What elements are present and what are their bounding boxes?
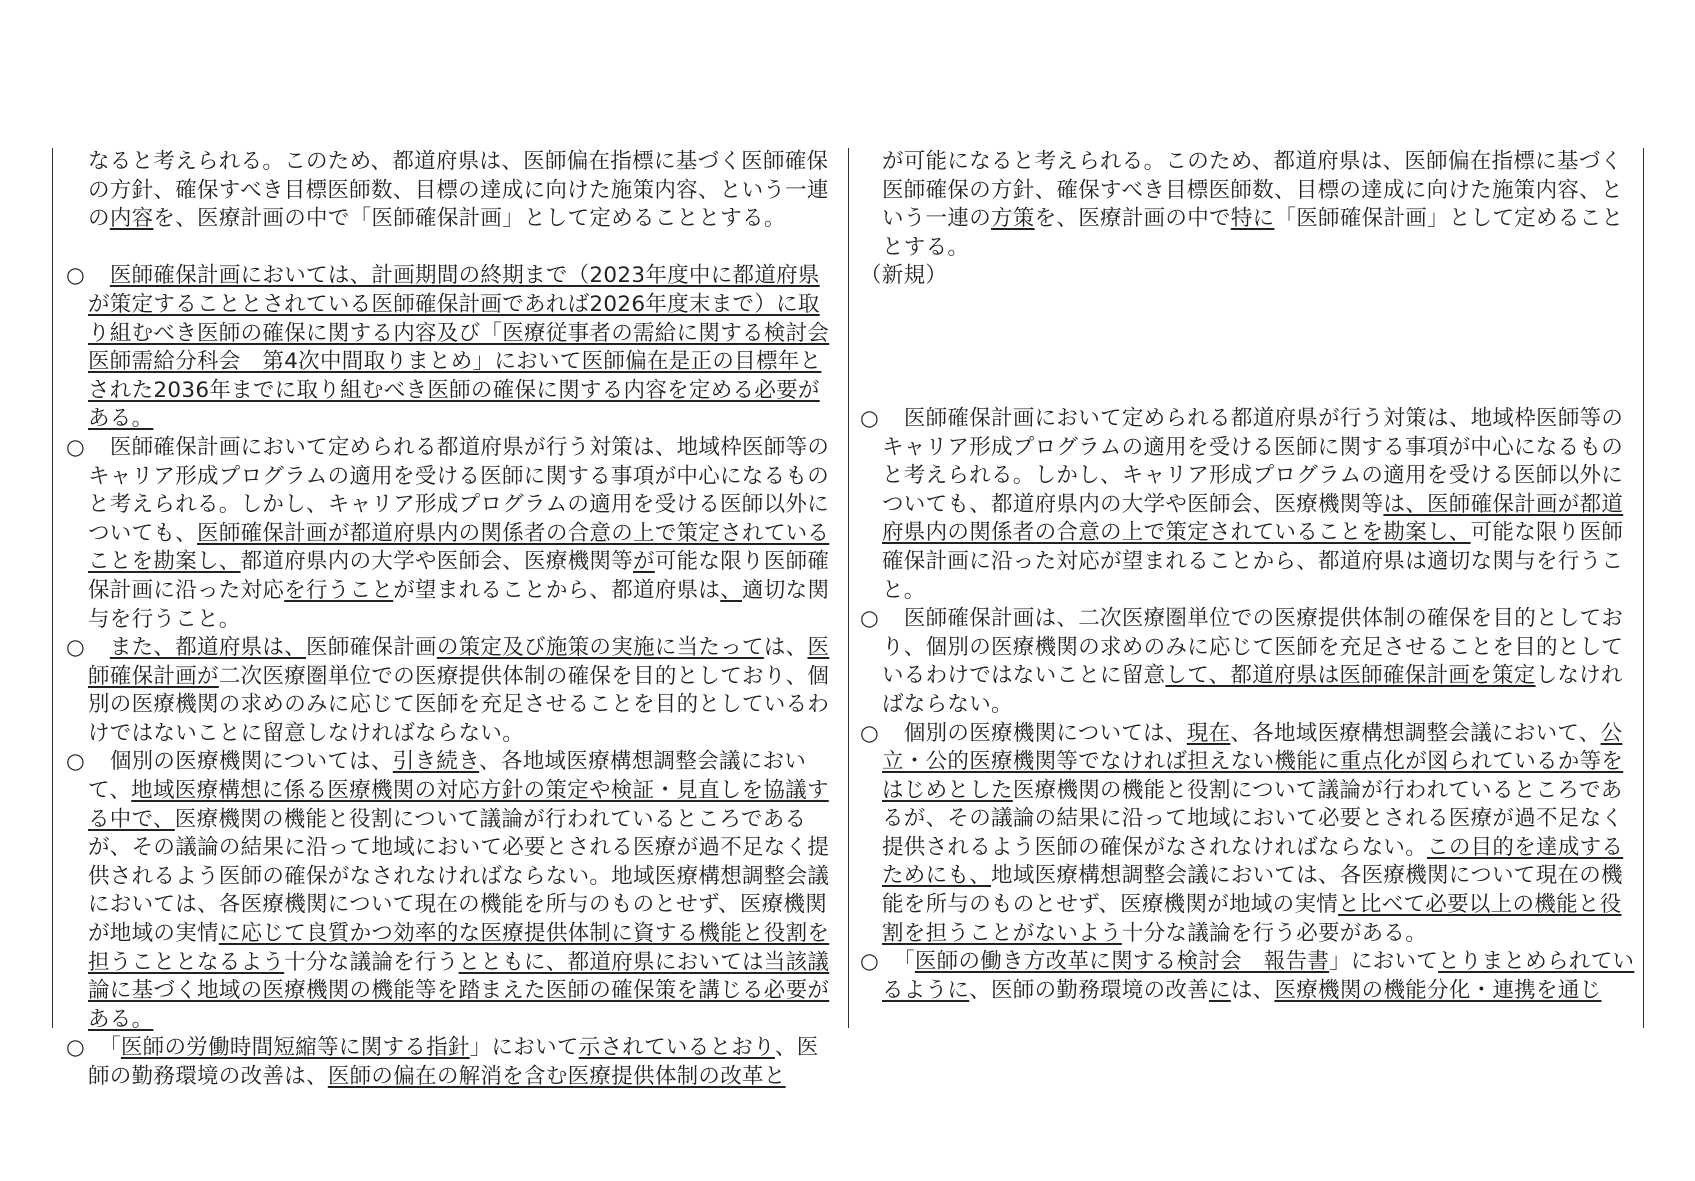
underlined-text: また、都道府県は、 xyxy=(109,635,307,661)
text-segment: 」において xyxy=(469,1035,579,1061)
underlined-text: 現在 xyxy=(1186,720,1231,746)
underlined-text: 公立・公的医療機関等でなければ担えない機能に重点化が図られているか等をはじめとした xyxy=(882,720,1624,803)
text-segment: が可能になると考えられる。このため、都道府県は、医師偏在指標に基づく医師確保の方針、確保すべき目標医師数、目標の達成に向けた施策内容、という一連の xyxy=(882,149,1623,232)
paragraph-body xyxy=(88,748,836,1034)
text-segment: は、 xyxy=(1230,977,1275,1003)
text-segment: 十分な議論を行う xyxy=(284,949,459,975)
circle-bullet-icon: ○ xyxy=(66,1035,86,1061)
circle-bullet-icon: ○ xyxy=(860,405,880,431)
text-segment: 二次医療圏単位 xyxy=(218,663,372,689)
bullet-paragraph xyxy=(860,948,1638,1005)
paragraph-body xyxy=(88,434,836,634)
text-segment: 、医師の勤務環境の改善は、 xyxy=(88,1035,819,1089)
underlined-text: 特に xyxy=(1230,206,1275,232)
underlined-text: 医師確保計画が xyxy=(88,635,830,689)
text-segment: 個別の医療機関については、 xyxy=(903,720,1187,746)
underlined-text: が xyxy=(633,549,655,575)
paragraph-body xyxy=(882,720,1638,949)
text-segment: での医療提供体制の確保を目的としており、個別の医療機関の求めのみに応じて医師を充足させることを目的としているわけではないことに留意しなければならない。 xyxy=(88,663,830,746)
text-segment: 医師確保計画は、二次医療圏単位での医療提供体制の確保を目的としており、個別の医療機関の求めのみに応じて医師を充足させることを目的としているわけではないことに留意 xyxy=(882,606,1624,689)
underlined-text: して、都道府県は医師確保計画を策定 xyxy=(1165,663,1536,689)
bullet-paragraph xyxy=(860,405,1638,605)
text-segment: しなければならない。 xyxy=(882,663,1623,717)
bullet-paragraph xyxy=(66,434,836,634)
text-segment: 」において xyxy=(1329,949,1439,975)
table-right-border xyxy=(1643,148,1644,1028)
underlined-text: この目的を達成するためにも、 xyxy=(882,834,1624,889)
underlined-text: 医師の偏在の解消を含む医療提供体制の改革と xyxy=(327,1064,786,1089)
text-segment: 都道府県内の大学や医師会、医療機関等 xyxy=(240,549,634,575)
circle-bullet-icon: ○ xyxy=(66,749,86,775)
circle-bullet-icon: ○ xyxy=(860,606,880,632)
paragraph-body xyxy=(88,634,836,748)
text-segment: が望まれることから、都道府県は xyxy=(393,577,721,603)
underlined-text: 医師の労働時間短縮等に関する指針 xyxy=(120,1035,470,1061)
text-segment: 医師確保計画において定められる都道府県が行う対策は、地域枠医師等のキャリア形成プログラムの適用を受ける医師に関する事項が中心になるものと考えられる。しかし、キャリア形成プログラムの適用を受ける医師以外についても、 xyxy=(88,434,830,546)
right-intro-paragraph xyxy=(860,148,1638,262)
text-segment: 「医師確保計画」として定めることとする。 xyxy=(882,206,1624,260)
underlined-text: 引き続き xyxy=(392,749,480,775)
circle-bullet-icon: ○ xyxy=(860,720,880,746)
circle-bullet-icon: ○ xyxy=(860,949,880,975)
left-items xyxy=(66,262,836,1091)
left-intro-paragraph xyxy=(66,148,836,234)
table-left-border xyxy=(52,148,53,1028)
bullet-paragraph xyxy=(66,748,836,1034)
underlined-text: を行うこと xyxy=(284,577,394,603)
bullet-paragraph xyxy=(66,634,836,748)
column-divider xyxy=(848,148,849,1028)
text-segment: 十分な議論を行う必要がある。 xyxy=(1121,920,1428,946)
right-items xyxy=(860,405,1638,1005)
text-segment: 医師確保計画において定められる都道府県が行う対策は、地域枠医師等のキャリア形成プログラムの適用を受ける医師に関する事項が中心になるものと考えられる。しかし、キャリア形成プログラムの適用を受ける医師以外についても、都道府県内の大学や医師会、医療機関等 xyxy=(882,405,1624,517)
text-segment: なると考えられる。このため、都道府県は、医師偏在指標に基づく医師確保の方針、確保すべき目標医師数、目標の達成に向けた施策内容、という一連の xyxy=(88,149,829,232)
spacer xyxy=(860,291,1638,405)
paragraph-body xyxy=(882,405,1638,605)
underlined-text: 医師の働き方改革に関する検討会 報告書 xyxy=(914,949,1330,975)
text-segment: 医師確保計画 xyxy=(306,635,437,661)
underlined-text: 、 xyxy=(720,577,743,603)
bullet-paragraph xyxy=(860,605,1638,719)
right-column xyxy=(860,148,1638,1005)
underlined-text: 医師確保計画においては、計画期間の終期まで（2023年度中に都道府県が策定することとされている医師確保計画であれば2026年度末まで）に取り組むべき医師の確保に関する内容及び「医療従事者の需給に関する検討会医師需給分科会 第4次中間取りまとめ」において医師偏在是正の目標年とされた2036年までに取り組むべき医師の確保に関する内容を定める必要がある。 xyxy=(88,263,830,432)
underlined-text: の策定及び施策の実施に当たって xyxy=(436,635,764,661)
text-segment: 、各地域医療構想調整会議において、 xyxy=(88,749,807,804)
text-segment: を、医療計画の中で xyxy=(1034,206,1231,232)
underlined-text: 示されているとおり xyxy=(578,1035,775,1061)
circle-bullet-icon: ○ xyxy=(66,263,86,289)
circle-bullet-icon: ○ xyxy=(66,635,86,661)
text-segment: 可能な限り医師確保計画に沿った対応が望まれることから、都道府県は適切な関与を行うこと。 xyxy=(882,520,1624,603)
underlined-text: は、医師確保計画が都道府県内の関係者の合意の上で策定されていることを勘案し、 xyxy=(882,491,1624,546)
text-segment: 、各地域医療構想調整会議において、 xyxy=(1230,720,1601,746)
underlined-text: に応じて良質かつ効率的な医療提供体制に資する機能と役割を担うこととなるよう xyxy=(88,921,830,975)
text-segment: 、医師の勤務環境の改善 xyxy=(969,977,1210,1003)
underlined-text: と比べて必要以上の機能と役割を担うことがないよう xyxy=(882,892,1622,946)
spacer xyxy=(66,234,836,263)
text-segment: を、医療計画の中で「医師確保計画」として定めることとする。 xyxy=(153,206,786,232)
paragraph-body xyxy=(882,948,1638,1005)
paragraph-body xyxy=(882,605,1638,719)
text-segment: 「 xyxy=(903,949,915,975)
text-segment: 個別の医療機関については、 xyxy=(109,749,393,775)
new-note: （新規） xyxy=(860,263,948,289)
left-column xyxy=(66,148,836,1092)
bullet-paragraph xyxy=(860,720,1638,949)
underlined-text: とりまとめられているように xyxy=(882,949,1635,1003)
text-segment: 医療機関の機能と役割について議論が行われているところであるが、その議論の結果に沿って地域において必要とされる医療が過不足なく提供されるよう医師の確保がなされなければならない。 xyxy=(882,777,1624,860)
text-segment: は、 xyxy=(763,635,808,661)
text-segment: 医療機関の機能と役割について議論が行われているところであるが、その議論の結果に沿って地域において必要とされる医療が過不足なく提供されるよう医師の確保がなされなければならない。地域医療構想調整会議においては、各医療機関について現在の機能を所与のものとせず、医療機関が地域の実情 xyxy=(88,806,830,947)
underlined-text: 医師確保計画が都道府県内の関係者の合意の上で策定されていることを勘案し、 xyxy=(88,520,830,575)
paragraph-body xyxy=(88,1034,836,1091)
underlined-text: とともに、都道府県においては当該議論に基づく地域の医療機関の機能等を踏まえた医師の確保策を講じる必要がある。 xyxy=(88,949,830,1032)
circle-bullet-icon: ○ xyxy=(66,434,86,460)
text-segment: 地域医療構想調整会議においては、各医療機関について現在の機能を所与のものとせず、医療機関が地域の実情 xyxy=(882,863,1623,918)
bullet-paragraph xyxy=(66,262,836,434)
underlined-text: 方策 xyxy=(991,206,1035,232)
underlined-text: 医療機関の機能分化・連携を通じ xyxy=(1274,977,1602,1003)
underlined-text: 内容 xyxy=(109,206,154,232)
underlined-text: 地域医療構想に係る医療機関の対応方針の策定や検証・見直しを協議する中で、 xyxy=(88,778,829,832)
bullet-paragraph xyxy=(66,1034,836,1091)
paragraph-body xyxy=(88,262,836,434)
text-segment: 「 xyxy=(109,1035,121,1061)
text-segment: 適切な関与を行うこと。 xyxy=(88,577,830,632)
text-segment: 可能な限り医師確保計画に沿った対応 xyxy=(88,549,830,603)
underlined-text: に xyxy=(1209,977,1231,1003)
